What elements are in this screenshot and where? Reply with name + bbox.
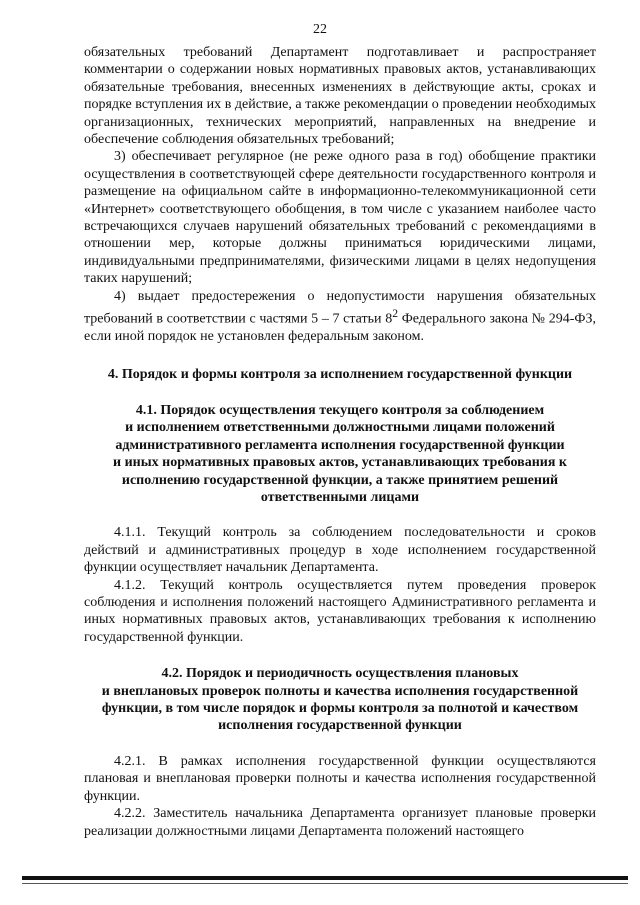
- heading-line: и иных нормативных правовых актов, устанавливающих требования к: [113, 455, 567, 471]
- paragraph-continuation: обязательных требований Департамент подготавливает и распространяет комментарии о содержании новых нормативных правовых актов, устанавливающих обязательные требования, внесенных изменениях в действующие акты, сроках и порядке вступления их в действие, а также рекомендации о проведении необходимых организационных, технических мероприятий, направленных на внедрение и обеспечение соблюдения обязательных требований;: [84, 45, 596, 148]
- paragraph-4-2-1: 4.2.1. В рамках исполнения государственной функции осуществляются плановая и внеплановая проверки полноты и качества исполнения государственной функции.: [84, 753, 596, 804]
- document-body: [84, 44, 596, 840]
- item-4-text-start: 4) выдает предостережения о недопустимости нарушения обязательных требований в соответствии с частями 5 – 7 статьи 8: [84, 288, 596, 327]
- page-bottom-rule-thin: [22, 883, 628, 884]
- paragraph-item-3: 3) обеспечивает регулярное (не реже одного раза в год) обобщение практики осуществления в соответствующей сфере деятельности государственного контроля и размещение на официальном сайте в информационно-телекоммуникационной сети «Интернет» соответствующего обобщения, в том числе с указанием наиболее часто встречающихся случаев нарушений обязательных требований с рекомендациями в отношении мер, которые должны приниматься юридическими лицами, индивидуальными предпринимателями, физическими лицами в целях недопущения таких нарушений;: [84, 149, 596, 287]
- page-number: 22: [313, 22, 327, 37]
- paragraph-4-2-2: 4.2.2. Заместитель начальника Департамента организует плановые проверки реализации должностными лицами Департамента положений настоящего: [84, 806, 596, 839]
- heading-line: исполнения государственной функции: [218, 718, 462, 734]
- paragraph-4-1-1: 4.1.1. Текущий контроль за соблюдением последовательности и сроков действий и административных процедур в ходе исполнением государственной функции осуществляет начальник Департамента.: [84, 525, 596, 576]
- heading-line: исполнению государственной функции, а также принятием решений: [121, 472, 559, 488]
- page-bottom-rule: [22, 876, 628, 880]
- heading-line: и внеплановых проверок полноты и качества исполнения государственной: [101, 683, 579, 699]
- paragraph-4-1-2: 4.1.2. Текущий контроль осуществляется путем проведения проверок соблюдения и исполнения положений настоящего Административного регламента и иных нормативных правовых актов, устанавливающих требования к исполнению государственной функции.: [84, 577, 596, 645]
- paragraph-item-4: [84, 288, 596, 346]
- heading-line: 4.2. Порядок и периодичность осуществления плановых: [161, 666, 519, 682]
- section-4-1-heading: [84, 402, 596, 506]
- heading-line: функции, в том числе порядок и формы контроля за полнотой и качеством: [101, 701, 579, 717]
- heading-line: ответственными лицами: [260, 490, 420, 505]
- heading-line: административного регламента исполнения государственной функции: [115, 437, 565, 453]
- superscript: 2: [392, 307, 399, 321]
- section-4-2-heading: [84, 665, 596, 735]
- section-4-heading: 4. Порядок и формы контроля за исполнением государственной функции: [107, 366, 573, 382]
- heading-line: 4.1. Порядок осуществления текущего контроля за соблюдением: [135, 402, 545, 418]
- heading-line: и исполнением ответственными должностными лицами положений: [125, 420, 555, 436]
- item-4-text-end: Федерального закона № 294-ФЗ, если иной порядок не установлен федеральным законом.: [84, 311, 597, 345]
